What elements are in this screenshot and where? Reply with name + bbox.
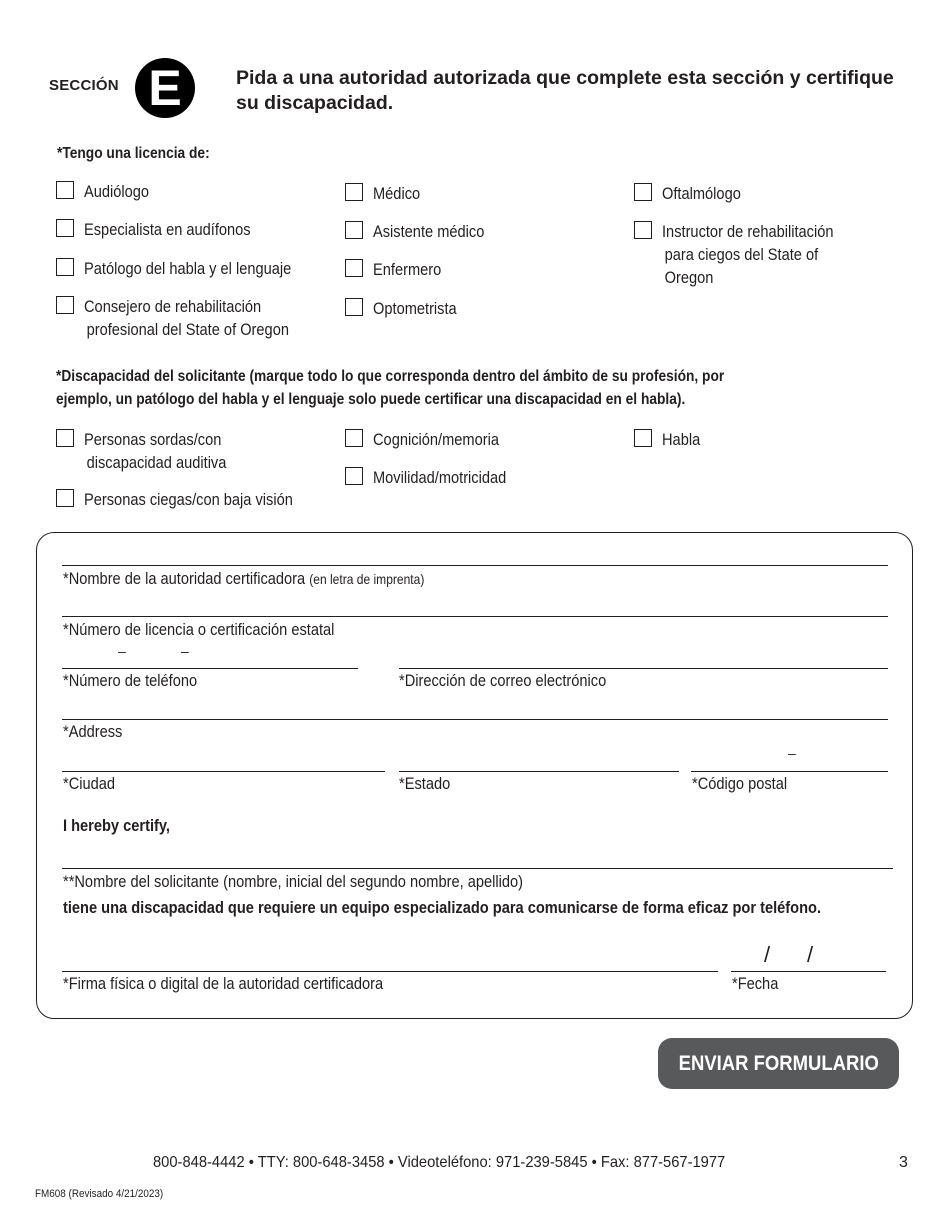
license-option-speech-pathologist[interactable]	[56, 257, 325, 280]
authority-name-label	[63, 569, 424, 589]
option-label: Asistente médico	[373, 222, 485, 241]
checkbox[interactable]	[56, 258, 74, 276]
section-label: SECCIÓN	[49, 77, 119, 94]
disability-option-speech[interactable]	[634, 428, 706, 451]
license-question: *Tengo una licencia de:	[57, 145, 210, 162]
checkbox[interactable]	[345, 259, 363, 277]
option-label: Movilidad/motricidad	[373, 468, 507, 487]
phone-separator: –	[118, 643, 126, 659]
checkbox[interactable]	[634, 183, 652, 201]
section-badge	[135, 58, 195, 118]
address-label: *Address	[63, 722, 123, 741]
zip-label: *Código postal	[692, 774, 788, 793]
state-input[interactable]	[399, 749, 679, 771]
disability-question-line1: *Discapacidad del solicitante (marque todo lo que corresponda dentro del ámbito de su profesión, por	[56, 368, 725, 385]
license-option-optometrist[interactable]	[345, 297, 470, 320]
license-number-label: *Número de licencia o certificación estatal	[63, 620, 335, 639]
license-option-ophthalmologist[interactable]	[634, 182, 754, 205]
email-line	[399, 668, 888, 669]
disability-option-deaf[interactable]	[56, 428, 250, 474]
form-id: FM608 (Revisado 4/21/2023)	[35, 1188, 164, 1200]
option-label: Patólogo del habla y el lenguaje	[84, 259, 292, 278]
submit-form-button[interactable]	[658, 1038, 899, 1089]
date-label: *Fecha	[732, 974, 779, 993]
zip-separator: –	[788, 745, 796, 761]
city-line	[62, 771, 385, 772]
option-label: Audiólogo	[84, 182, 150, 201]
license-option-audiologist[interactable]	[56, 180, 160, 203]
license-option-physician[interactable]	[345, 182, 428, 205]
signature-line	[62, 971, 718, 972]
checkbox[interactable]	[345, 429, 363, 447]
email-label: *Dirección de correo electrónico	[399, 671, 607, 690]
license-option-physician-assistant[interactable]	[345, 220, 502, 243]
email-input[interactable]	[399, 645, 888, 667]
label-text: *Nombre de la autoridad certificadora	[63, 569, 310, 588]
submit-button-label: ENVIAR FORMULARIO	[678, 1051, 879, 1075]
option-label: Personas ciegas/con baja visión	[84, 490, 293, 509]
disability-option-blind[interactable]	[56, 488, 327, 511]
license-option-blind-rehab-instructor[interactable]	[634, 220, 861, 289]
section-title: Pida a una autoridad autorizada que complete esta sección y certifique su discapacidad.	[236, 67, 894, 114]
option-label-line2: profesional del State of Oregon	[86, 320, 289, 339]
date-separator: /	[764, 942, 771, 967]
footer-contact: 800-848-4442 • TTY: 800-648-3458 • Videoteléfono: 971-239-5845 • Fax: 877-567-1977	[153, 1154, 726, 1171]
phone-label: *Número de teléfono	[63, 671, 198, 690]
section-letter: E	[148, 60, 182, 116]
date-separator: /	[807, 942, 814, 967]
option-label: Optometrista	[373, 299, 457, 318]
option-label	[84, 295, 289, 341]
authority-name-input[interactable]	[62, 543, 888, 565]
disability-option-mobility[interactable]	[345, 466, 528, 489]
option-label: Oftalmólogo	[662, 184, 741, 203]
checkbox[interactable]	[56, 219, 74, 237]
license-option-hearing-aid-specialist[interactable]	[56, 218, 278, 241]
option-label-line1: Personas sordas/con	[84, 430, 222, 449]
option-label-line2: para ciegos del State of	[664, 245, 819, 264]
date-line	[731, 971, 886, 972]
option-label: Médico	[373, 184, 421, 203]
option-label	[84, 428, 226, 474]
label-hint: (en letra de imprenta)	[309, 571, 425, 587]
signature-input[interactable]	[62, 948, 718, 970]
option-label-line1: Consejero de rehabilitación	[84, 297, 262, 316]
applicant-name-label: **Nombre del solicitante (nombre, inicial del segundo nombre, apellido)	[63, 872, 523, 891]
phone-input[interactable]	[62, 645, 358, 667]
checkbox[interactable]	[345, 221, 363, 239]
option-label: Especialista en audífonos	[84, 220, 251, 239]
license-number-line	[62, 616, 888, 617]
city-label: *Ciudad	[63, 774, 116, 793]
address-input[interactable]	[62, 697, 888, 719]
checkbox[interactable]	[634, 221, 652, 239]
state-line	[399, 771, 679, 772]
option-label-line2: discapacidad auditiva	[86, 453, 227, 472]
applicant-name-input[interactable]	[62, 846, 893, 868]
option-label	[662, 220, 833, 289]
checkbox[interactable]	[634, 429, 652, 447]
certify-text: I hereby certify,	[63, 816, 170, 835]
option-label: Habla	[662, 430, 701, 449]
option-label-line1: Instructor de rehabilitación	[662, 222, 834, 241]
checkbox[interactable]	[56, 181, 74, 199]
address-line	[62, 719, 888, 720]
authority-name-line	[62, 565, 888, 566]
checkbox[interactable]	[56, 489, 74, 507]
phone-line	[62, 668, 358, 669]
option-label: Enfermero	[373, 260, 442, 279]
phone-separator: –	[181, 643, 189, 659]
checkbox[interactable]	[56, 296, 74, 314]
checkbox[interactable]	[345, 183, 363, 201]
option-label-line3: Oregon	[664, 268, 714, 287]
license-option-nurse[interactable]	[345, 258, 452, 281]
city-input[interactable]	[62, 749, 385, 771]
disability-question-line2: ejemplo, un patólogo del habla y el lenguaje solo puede certificar una discapacidad en el habla).	[56, 391, 686, 408]
option-label: Cognición/memoria	[373, 430, 499, 449]
license-option-rehab-counselor[interactable]	[56, 295, 322, 341]
zip-line	[691, 771, 888, 772]
checkbox[interactable]	[56, 429, 74, 447]
license-number-input[interactable]	[62, 594, 888, 616]
checkbox[interactable]	[345, 467, 363, 485]
applicant-name-line	[62, 868, 893, 869]
page-number: 3	[899, 1154, 908, 1171]
disability-option-cognition[interactable]	[345, 428, 519, 451]
checkbox[interactable]	[345, 298, 363, 316]
signature-label: *Firma física o digital de la autoridad certificadora	[63, 974, 384, 993]
state-label: *Estado	[399, 774, 451, 793]
certification-statement: tiene una discapacidad que requiere un equipo especializado para comunicarse de forma eficaz por teléfono.	[63, 898, 822, 917]
